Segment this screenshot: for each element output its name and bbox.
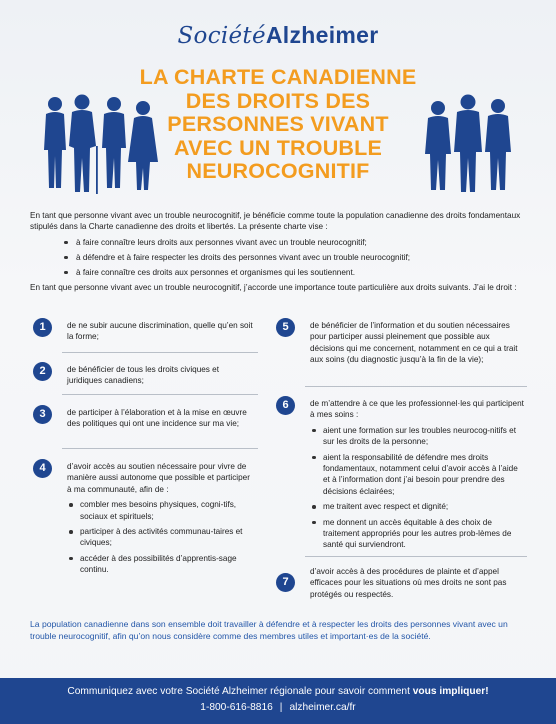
right-4-bullet: accéder à des possibilités d’apprentis-sage continu. [69, 553, 255, 576]
divider [305, 386, 527, 387]
right-4-intro: d’avoir accès au soutien nécessaire pour vivre de manière aussi autonome que possible et participer à ma communauté, afin de : [67, 462, 250, 494]
divider [62, 448, 258, 449]
right-number-badge: 5 [276, 318, 295, 337]
right-number-badge: 3 [33, 405, 52, 424]
right-6-bullet: aient la responsabilité de défendre mes droits fondamentaux, notamment celui d’avoir accès à l’aide et à l’information dont j’ai besoin pour prendre des décisions éclairées; [312, 452, 526, 498]
divider [305, 556, 527, 557]
right-4-bullet: participer à des activités communau-taires et civiques; [69, 526, 255, 549]
right-6-bullets [312, 425, 526, 551]
title-line: AVEC UN TROUBLE [173, 135, 383, 160]
intro-bullet: à faire connaître ces droits aux personnes et organismes qui les soutiennent. [64, 267, 530, 278]
intro-section [30, 210, 530, 293]
right-number-badge: 4 [33, 459, 52, 478]
right-6-bullet: me traitent avec respect et dignité; [312, 501, 526, 512]
footer-website-link[interactable]: alzheimer.ca/fr [289, 702, 356, 713]
charter-title [120, 66, 436, 184]
societe-alzheimer-logo [0, 22, 556, 49]
right-5-text: de bénéficier de l’information et du soutien nécessaires pour participer aussi pleinement que possible aux décisions qui me concernent, notamment en ce qui a trait aux soins (du diagnostic jusqu’à la fin de la vie); [310, 321, 518, 365]
right-1-text: de ne subir aucune discrimination, quelle qu’en soit la forme; [67, 321, 253, 342]
right-7-text: d’avoir accès à des procédures de plainte et d’appel efficaces pour les situations où mes droits ne sont pas protégés ou respectés. [310, 567, 507, 599]
footer-callout-text: Communiquez avec votre Société Alzheimer régionale pour savoir comment [67, 686, 413, 697]
logo-alzheimer: Alzheimer [265, 22, 379, 48]
title-line: NEUROCOGNITIF [186, 159, 370, 183]
right-3-text: de participer à l’élaboration et à la mise en œuvre des politiques qui ont une incidence sur ma vie; [67, 408, 247, 429]
closing-statement: La population canadienne dans son ensemble doit travailler à défendre et à respecter les droits des personnes vivant avec un trouble neurocognitif, afin qu’on nous considère comme des membres utiles et important·es de la société. [30, 619, 508, 642]
intro-bullet: à faire connaître leurs droits aux personnes vivant avec un trouble neurocognitif; [64, 237, 530, 248]
right-number-badge: 6 [276, 396, 295, 415]
right-4-bullets [69, 499, 255, 575]
divider [62, 352, 258, 353]
right-4-bullet: combler mes besoins physiques, cogni-tifs, sociaux et spirituels; [69, 499, 255, 522]
intro-bullet: à défendre et à faire respecter les droits des personnes vivant avec un trouble neurocognitif; [64, 252, 530, 263]
footer-callout [0, 678, 556, 697]
right-6-intro: de m’attendre à ce que les professionnel·les qui participent à mes soins : [310, 399, 524, 420]
intro-paragraph: En tant que personne vivant avec un trouble neurocognitif, je bénéficie comme toute la population canadienne des droits fondamentaux stipulés dans la Charte canadienne des droits et libertés. La présente charte vise : [30, 211, 521, 232]
title-line: LA CHARTE CANADIENNE [139, 65, 417, 89]
right-2-text: de bénéficier de tous les droits civiques et juridiques canadiens; [67, 365, 220, 386]
footer-callout-bold: vous impliquer! [412, 686, 489, 697]
footer-contact [0, 702, 556, 713]
footer-phone[interactable]: 1-800-616-8816 [200, 702, 273, 713]
footer-banner [0, 678, 556, 724]
right-number-badge: 1 [33, 318, 52, 337]
logo-societe: Société [177, 23, 266, 49]
title-line: PERSONNES VIVANT [167, 112, 389, 136]
intro-bullet-list [64, 237, 530, 278]
right-6-text [310, 398, 526, 555]
intro-paragraph-rights: En tant que personne vivant avec un trouble neurocognitif, j’accorde une importance toute particulière aux droits suivants. J’ai le droit : [30, 282, 517, 292]
right-6-bullet: aient une formation sur les troubles neurocog-nitifs et sur les droits de la personne; [312, 425, 526, 448]
footer-separator: | [279, 702, 283, 713]
right-number-badge: 2 [33, 362, 52, 381]
divider [62, 394, 258, 395]
right-number-badge: 7 [276, 573, 295, 592]
right-6-bullet: me donnent un accès équitable à des choix de traitement appropriés pour les autres prob-lèmes de santé qui surviendront. [312, 517, 526, 551]
title-line: DES DROITS DES [185, 88, 371, 113]
right-4-text [67, 461, 255, 580]
